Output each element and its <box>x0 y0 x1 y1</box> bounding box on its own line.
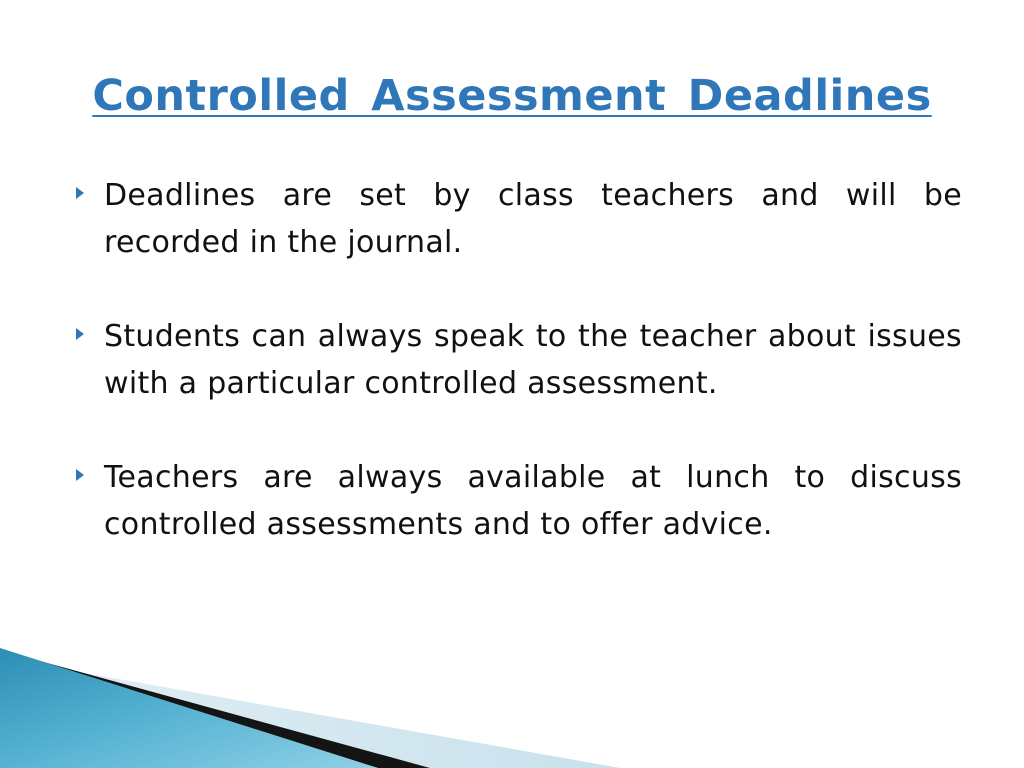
bullet-item <box>0 313 1024 407</box>
slide-title-text: Controlled Assessment Deadlines <box>92 71 932 121</box>
decor-teal-band <box>0 648 378 768</box>
bullet-text: Students can always speak to the teacher about issues with a particular controlled assessment. <box>104 319 962 401</box>
triangle-right-icon <box>76 328 84 340</box>
triangle-right-icon <box>76 187 84 199</box>
bullet-list <box>0 172 1024 595</box>
bullet-text: Teachers are always available at lunch to discuss controlled assessments and to offer advice. <box>104 460 962 542</box>
bullet-item <box>0 172 1024 266</box>
bullet-text: Deadlines are set by class teachers and will be recorded in the journal. <box>104 178 962 260</box>
corner-decoration <box>0 640 1024 768</box>
slide-title <box>0 66 1024 126</box>
triangle-right-icon <box>76 469 84 481</box>
bullet-item <box>0 454 1024 548</box>
